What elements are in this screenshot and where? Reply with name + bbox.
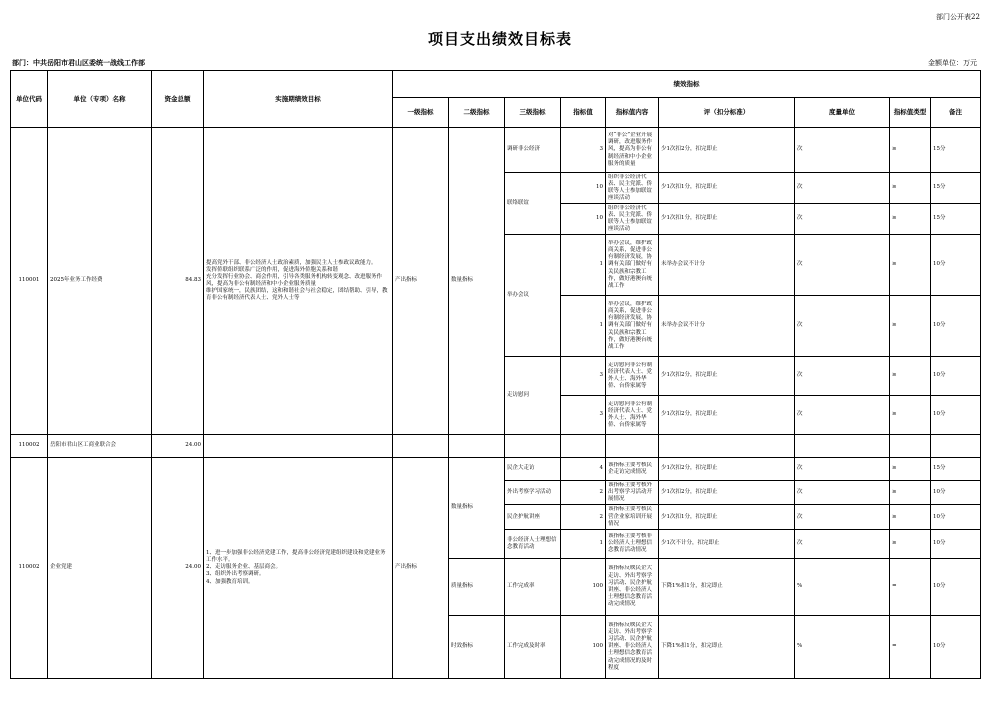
type-cell: ≥: [890, 458, 931, 481]
value-cell: 3: [561, 396, 606, 435]
measure-cell: 次: [795, 173, 890, 204]
content-cell: 举办会议，维护政商关系，促进非公有制经济发展，协调有关部门做好有关民族和宗教工作，做好港澳台统战工作: [608, 301, 653, 350]
content-cell: 走访慰问非公有制经济代表人士、党外人士、海外华侨、台侨家属等: [608, 361, 653, 390]
value-cell: 10: [561, 173, 606, 204]
value-cell: 1: [561, 529, 606, 558]
scoring-cell: 少1次扣2分，扣完即止: [659, 458, 795, 481]
content-cell: 该指标主要考核民营企业家培训开展情况: [608, 506, 653, 527]
content-cell: 该指标主要考核非公经济人士理想信念教育活动情况: [608, 533, 653, 554]
type-cell: ≥: [890, 235, 931, 296]
remark-cell: 10分: [931, 296, 981, 357]
content-cell: 组织非公经济代表、民主党派、侨联等人士参加联谊座谈活动: [608, 205, 653, 233]
header-l1: 一级指标: [393, 98, 449, 128]
value-cell: 100: [561, 558, 606, 615]
header-total: 资金总额: [152, 71, 204, 128]
l3-cell: 联络联谊: [505, 173, 561, 235]
scoring-cell: 少1次扣2分，扣完即止: [659, 357, 795, 396]
measure-cell: 次: [795, 296, 890, 357]
value-cell: 2: [561, 481, 606, 505]
content-cell: 走访慰问非公有制经济代表人士、党外人士、海外华侨、台侨家属等: [608, 400, 653, 429]
goal-cell: 1、进一步加强非公经济党建工作，提高非公经济党建组织建设和党建业务工作水平。 2、走访服务企业、基层商会。 3、组织外出考察调研。 4、加强教育培训。: [204, 458, 393, 679]
scoring-cell: 下降1%扣1分，扣完即止: [659, 558, 795, 615]
table-row: [11, 458, 981, 481]
total-cell: 84.83: [152, 128, 204, 435]
content-cell: 该指标反映民企大走访、外出考察学习活动、民企护航讲座、非公经济人士理想信念教育活动完成情况: [608, 565, 653, 608]
value-cell: 2: [561, 505, 606, 529]
value-cell: 100: [561, 615, 606, 678]
content-cell: 组织非公经济代表、民主党派、侨联等人士参加联谊座谈活动: [608, 174, 653, 202]
l3-cell: 举办会议: [505, 235, 561, 357]
header-measure: 度量单位: [795, 98, 890, 128]
l2-cell: 数量指标: [449, 128, 505, 435]
l1-cell: 产出指标: [393, 128, 449, 435]
unit-name-cell: 岳阳市君山区工商业联合会: [48, 435, 152, 458]
l2-cell: 质量指标: [449, 558, 505, 615]
remark-cell: 15分: [931, 128, 981, 173]
l3-cell: 工作完成率: [505, 558, 561, 615]
header-value: 指标值: [561, 98, 606, 128]
value-cell: 3: [561, 357, 606, 396]
header-remark: 备注: [931, 98, 981, 128]
measure-cell: 次: [795, 235, 890, 296]
scoring-cell: 少1次扣2分，扣完即止: [659, 396, 795, 435]
measure-cell: 次: [795, 481, 890, 505]
scoring-cell: 下降1%扣1分，扣完即止: [659, 615, 795, 678]
scoring-cell: 少1次扣1分，扣完即止: [659, 505, 795, 529]
remark-cell: 15分: [931, 173, 981, 204]
amount-unit-label: 金额单位：万元: [928, 59, 977, 67]
value-cell: 3: [561, 128, 606, 173]
measure-cell: 次: [795, 529, 890, 558]
content-cell: 该指标主要考核外出考察学习活动开展情况: [608, 482, 653, 503]
total-cell: 24.00: [152, 435, 204, 458]
measure-cell: 次: [795, 357, 890, 396]
content-cell: 举办会议，维护政商关系，促进非公有制经济发展，协调有关部门做好有关民族和宗教工作，做好港澳台统战工作: [608, 240, 653, 289]
unit-code-cell: 110002: [11, 435, 48, 458]
measure-cell: %: [795, 615, 890, 678]
remark-cell: 15分: [931, 204, 981, 235]
remark-cell: 10分: [931, 396, 981, 435]
header-l3: 三级指标: [505, 98, 561, 128]
unit-code-cell: 110002: [11, 458, 48, 679]
l1-cell: 产出指标: [393, 458, 449, 679]
type-cell: ≥: [890, 529, 931, 558]
value-cell: 10: [561, 204, 606, 235]
l3-cell: 民企大走访: [505, 458, 561, 481]
unit-name-cell: 企业党建: [48, 458, 152, 679]
l3-cell: 走访慰问: [505, 357, 561, 435]
remark-cell: 10分: [931, 558, 981, 615]
type-cell: ≥: [890, 396, 931, 435]
remark-cell: 15分: [931, 458, 981, 481]
unit-code-cell: 110001: [11, 128, 48, 435]
measure-cell: 次: [795, 396, 890, 435]
remark-cell: 10分: [931, 615, 981, 678]
measure-cell: 次: [795, 458, 890, 481]
l3-cell: 调研非公经济: [505, 128, 561, 173]
header-indicators: 绩效指标: [393, 71, 981, 98]
type-cell: ≥: [890, 296, 931, 357]
scoring-cell: 少1次扣2分，扣完即止: [659, 481, 795, 505]
type-cell: =: [890, 558, 931, 615]
header-unit-name: 单位（专项）名称: [48, 71, 152, 128]
measure-cell: 次: [795, 204, 890, 235]
header-unit-code: 单位代码: [11, 71, 48, 128]
value-cell: 1: [561, 235, 606, 296]
remark-cell: 10分: [931, 529, 981, 558]
measure-cell: %: [795, 558, 890, 615]
content-cell: 该指标反映民企大走访、外出考察学习活动、民企护航讲座、非公经济人士理想信念教育活动完成情况的及时程度: [608, 621, 653, 671]
type-cell: ≥: [890, 505, 931, 529]
value-cell: 1: [561, 296, 606, 357]
header-l2: 二级指标: [449, 98, 505, 128]
remark-cell: 10分: [931, 505, 981, 529]
table-row: [11, 128, 981, 173]
table-row: [11, 435, 981, 458]
performance-table: [10, 70, 981, 679]
value-cell: 4: [561, 458, 606, 481]
page-note: 部门公开表22: [936, 13, 980, 21]
scoring-cell: 少1次不计分，扣完即止: [659, 529, 795, 558]
l3-cell: 工作完成及时率: [505, 615, 561, 678]
unit-name-cell: 2025年业务工作经费: [48, 128, 152, 435]
type-cell: ≥: [890, 173, 931, 204]
remark-cell: 10分: [931, 357, 981, 396]
measure-cell: 次: [795, 128, 890, 173]
header-scoring: 评（扣分标准）: [659, 98, 795, 128]
content-cell: 对“非公”企业开展调研，改进服务作风，提高为非公有制经济和中小企业服务的质量: [608, 132, 653, 167]
remark-cell: 10分: [931, 235, 981, 296]
scoring-cell: 少1次扣1分，扣完即止: [659, 204, 795, 235]
l3-cell: 外出考察学习活动: [505, 481, 561, 505]
scoring-cell: 未举办会议不计分: [659, 296, 795, 357]
header-goal: 实施期绩效目标: [204, 71, 393, 128]
type-cell: ≥: [890, 357, 931, 396]
scoring-cell: 少1次扣2分，扣完即止: [659, 128, 795, 173]
remark-cell: 10分: [931, 481, 981, 505]
type-cell: ≥: [890, 481, 931, 505]
department-label: 部门：中共岳阳市君山区委统一战线工作部: [12, 58, 145, 67]
l2-cell: 数量指标: [449, 458, 505, 559]
measure-cell: 次: [795, 505, 890, 529]
header-content: 指标值内容: [606, 98, 659, 128]
type-cell: ≥: [890, 204, 931, 235]
content-cell: 该指标主要考核民企走访完成情况: [608, 461, 653, 475]
type-cell: =: [890, 615, 931, 678]
l2-cell: 时效指标: [449, 615, 505, 678]
header-type: 指标值类型: [890, 98, 931, 128]
l3-cell: 非公经济人士理想信念教育活动: [505, 529, 561, 558]
type-cell: ≥: [890, 128, 931, 173]
total-cell: 24.00: [152, 458, 204, 679]
goal-cell: 提高党外干部、非公经济人士政治素质，加强民主人士参政议政能力。 发挥侨联组织联系广泛的作用，促进海外侨胞关系和谐 充分发挥行业协会、商会作用，引导各类服务机构转变观念、改进服务作风，提高为非公有制经济和中小企业服务质量 维护国家统一，民族团结，这和和谐社会与社会稳定，团结帮助、引导，教育非公有制经济代表人士、党外人士等: [204, 128, 393, 435]
l3-cell: 民企护航讲座: [505, 505, 561, 529]
scoring-cell: 少1次扣1分，扣完即止: [659, 173, 795, 204]
scoring-cell: 未举办会议不计分: [659, 235, 795, 296]
page-title: 项目支出绩效目标表: [427, 30, 572, 48]
